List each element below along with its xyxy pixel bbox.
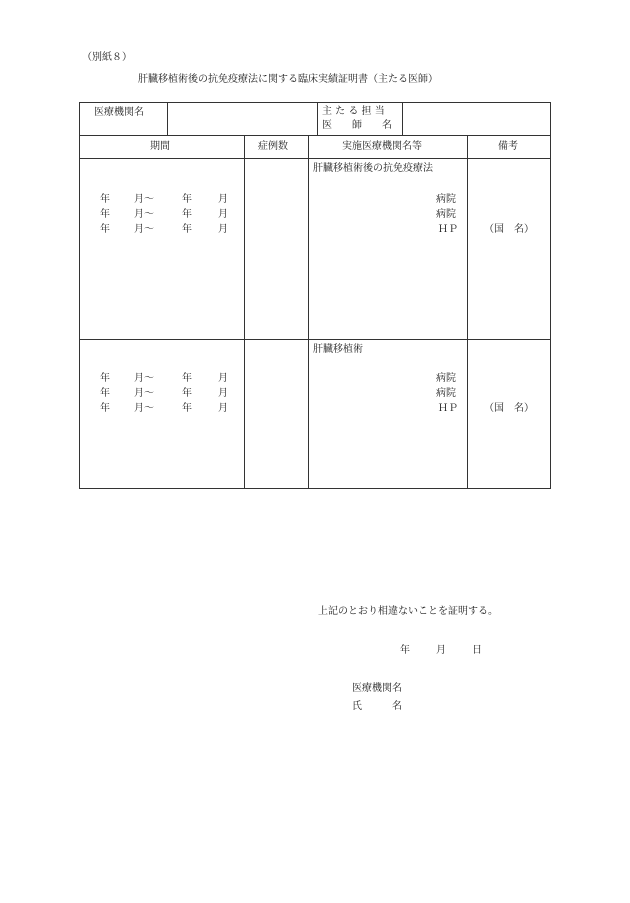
document-title: 肝臓移植術後の抗免疫療法に関する臨床実績証明書（主たる医師） [138, 74, 438, 85]
header-period: 期間 [150, 141, 170, 152]
period-year-start: 年 [100, 194, 110, 205]
col-divider [402, 103, 403, 135]
row-divider [80, 158, 550, 159]
col-divider [244, 135, 245, 488]
period-year-end: 年 [182, 388, 192, 399]
period-month-start: 月〜 [134, 403, 154, 414]
period-month-start: 月〜 [134, 373, 154, 384]
signer-name-label: 氏 名 [352, 701, 402, 712]
record-table [79, 102, 551, 489]
period-row [100, 222, 240, 237]
header-cases: 症例数 [258, 141, 288, 152]
facility-suffix: 病院 [436, 209, 456, 220]
period-row [100, 192, 240, 207]
period-month-end: 月 [218, 373, 228, 384]
col-divider [317, 103, 318, 135]
facility-suffix: 病院 [436, 194, 456, 205]
period-year-start: 年 [100, 224, 110, 235]
period-year-end: 年 [182, 373, 192, 384]
date-day-label: 日 [472, 645, 482, 656]
period-month-end: 月 [218, 403, 228, 414]
period-year-end: 年 [182, 194, 192, 205]
period-month-start: 月〜 [134, 209, 154, 220]
header-institution: 実施医療機関名等 [342, 141, 422, 152]
institution-label: 医療機関名 [94, 107, 144, 118]
period-year-start: 年 [100, 388, 110, 399]
period-row [100, 207, 240, 222]
period-row [100, 401, 240, 416]
period-year-end: 年 [182, 224, 192, 235]
period-year-start: 年 [100, 209, 110, 220]
period-year-start: 年 [100, 403, 110, 414]
facility-suffix: ＨＰ [438, 224, 458, 235]
remark-country: （国 名） [484, 403, 534, 414]
certification-statement: 上記のとおり相違ないことを証明する。 [318, 606, 498, 617]
facility-suffix: ＨＰ [438, 403, 458, 414]
period-month-start: 月〜 [134, 194, 154, 205]
row-divider [80, 135, 550, 136]
facility-suffix: 病院 [436, 388, 456, 399]
facility-suffix: 病院 [436, 373, 456, 384]
doctor-label-line2: 医 師 名 [322, 120, 392, 131]
period-month-start: 月〜 [134, 388, 154, 399]
signer-institution-label: 医療機関名 [352, 683, 402, 694]
period-month-end: 月 [218, 194, 228, 205]
period-month-end: 月 [218, 209, 228, 220]
doctor-label-line1: 主 た る 担 当 [322, 106, 385, 117]
col-divider [167, 103, 168, 135]
row-divider [80, 339, 550, 340]
period-year-start: 年 [100, 373, 110, 384]
header-remarks: 備考 [498, 141, 518, 152]
procedure-label: 肝臓移植術 [313, 344, 363, 355]
date-year-label: 年 [400, 645, 410, 656]
period-year-end: 年 [182, 209, 192, 220]
period-row [100, 371, 240, 386]
period-year-end: 年 [182, 403, 192, 414]
period-month-start: 月〜 [134, 224, 154, 235]
col-divider [467, 135, 468, 488]
col-divider [308, 135, 309, 488]
period-month-end: 月 [218, 224, 228, 235]
date-month-label: 月 [436, 645, 446, 656]
procedure-label: 肝臓移植術後の抗免疫療法 [313, 163, 433, 174]
period-row [100, 386, 240, 401]
period-month-end: 月 [218, 388, 228, 399]
remark-country: （国 名） [484, 224, 534, 235]
attachment-label: （別紙８） [82, 52, 132, 63]
